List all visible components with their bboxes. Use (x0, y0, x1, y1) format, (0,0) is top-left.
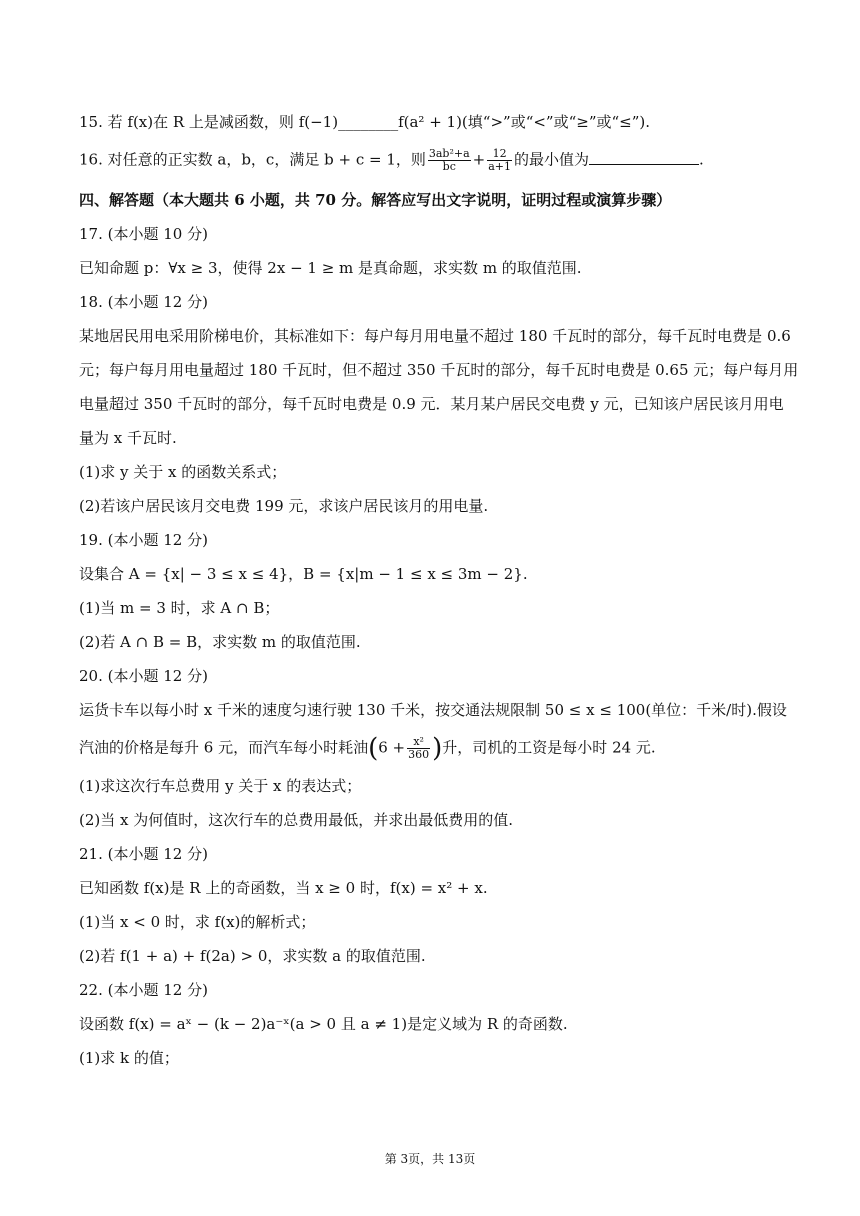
answer-blank (589, 150, 699, 165)
question-20-part-2: (2)当 x 为何值时，这次行车的总费用最低，并求出最低费用的值. (79, 811, 514, 829)
question-21-part-2: (2)若 f(1 + a) + f(2a) > 0，求实数 a 的取值范围. (79, 947, 426, 965)
question-22-label: 22. (本小题 12 分) (79, 981, 208, 999)
q20-six: 6 + (378, 738, 406, 757)
question-20-body-2: 汽油的价格是每升 6 元，而汽车每小时耗油(6 + $\frac{\text{x²}}{360}$ )升，司机的工资是每小时 24 元. (79, 733, 656, 764)
question-18-body-2: 元；每户每月用电量超过 180 千瓦时，但不超过 350 千瓦时的部分，每千瓦时电费是 0.65 元；每户每月用 (79, 361, 799, 379)
question-20-body-1: 运货卡车以每小时 x 千米的速度匀速行驶 130 千米，按交通法规限制 50 ≤ x ≤ 100(单位：千米/时).假设 (79, 701, 787, 719)
question-18-body-4: 量为 x 千瓦时. (79, 429, 177, 447)
question-18-label: 18. (本小题 12 分) (79, 293, 208, 311)
question-21-part-1: (1)当 x < 0 时，求 f(x)的解析式； (79, 913, 316, 931)
question-18-body-3: 电量超过 350 千瓦时的部分，每千瓦时电费是 0.9 元．某月某户居民交电费 y 元，已知该户居民该月用电 (79, 395, 784, 413)
q16-suffix: 的最小值为 (514, 150, 590, 169)
question-19-body: 设集合 A = {x| − 3 ≤ x ≤ 4}，B = {x|m − 1 ≤ x ≤ 3m − 2}. (79, 565, 528, 583)
question-20-label: 20. (本小题 12 分) (79, 667, 208, 685)
question-22-body: 设函数 f(x) = aˣ − (k − 2)a⁻ˣ(a > 0 且 a ≠ 1)是定义域为 R 的奇函数. (79, 1015, 568, 1033)
question-18-body-1: 某地居民用电采用阶梯电价，其标准如下：每户每月用电量不超过 180 千瓦时的部分，每千瓦时电费是 0.6 (79, 327, 791, 345)
question-22-part-1: (1)求 k 的值； (79, 1049, 179, 1067)
q20-fraction: $\frac{\text{x²}}{360}$ (408, 735, 430, 761)
question-19-part-2: (2)若 A ∩ B = B，求实数 m 的取值范围. (79, 633, 361, 651)
page-footer: 第 3页，共 13页 (384, 1152, 476, 1166)
question-21-body: 已知函数 f(x)是 R 上的奇函数，当 x ≥ 0 时，f(x) = x² + x. (79, 879, 488, 897)
question-20-part-1: (1)求这次行车总费用 y 关于 x 的表达式； (79, 777, 362, 795)
question-17-label: 17. (本小题 10 分) (79, 225, 208, 243)
left-paren: ( (368, 733, 379, 764)
question-17-body: 已知命题 p：∀x ≥ 3，使得 2x − 1 ≥ m 是真命题，求实数 m 的取值范围. (79, 259, 582, 277)
question-19-part-1: (1)当 m = 3 时，求 A ∩ B； (79, 599, 280, 617)
right-paren: ) (432, 733, 443, 764)
question-16: 16. 对任意的正实数 a，b，c，满足 b + c = 1，则 $\frac{\text{3ab²+a}}{bc}$ + $\frac{12}{a+1}$ 的最小值为 . (79, 147, 704, 173)
question-19-label: 19. (本小题 12 分) (79, 531, 208, 549)
question-18-part-2: (2)若该户居民该月交电费 199 元，求该户居民该月的用电量. (79, 497, 489, 515)
question-21-label: 21. (本小题 12 分) (79, 845, 208, 863)
q16-fraction-1: $\frac{\text{3ab²+a}}{bc}$ (428, 147, 470, 173)
section-heading: 四、解答题（本大题共 6 小题，共 70 分。解答应写出文字说明，证明过程或演算步骤） (79, 191, 672, 209)
question-18-part-1: (1)求 y 关于 x 的函数关系式； (79, 463, 287, 481)
question-15: 15. 若 f(x)在 R 上是减函数，则 f(−1)________f(a² + 1)(填“>”或“<”或“≥”或“≤”). (79, 113, 651, 131)
q16-prefix: 16. 对任意的正实数 a，b，c，满足 b + c = 1，则 (79, 150, 426, 169)
q16-fraction-2: $\frac{12}{a+1}$ (488, 147, 512, 173)
